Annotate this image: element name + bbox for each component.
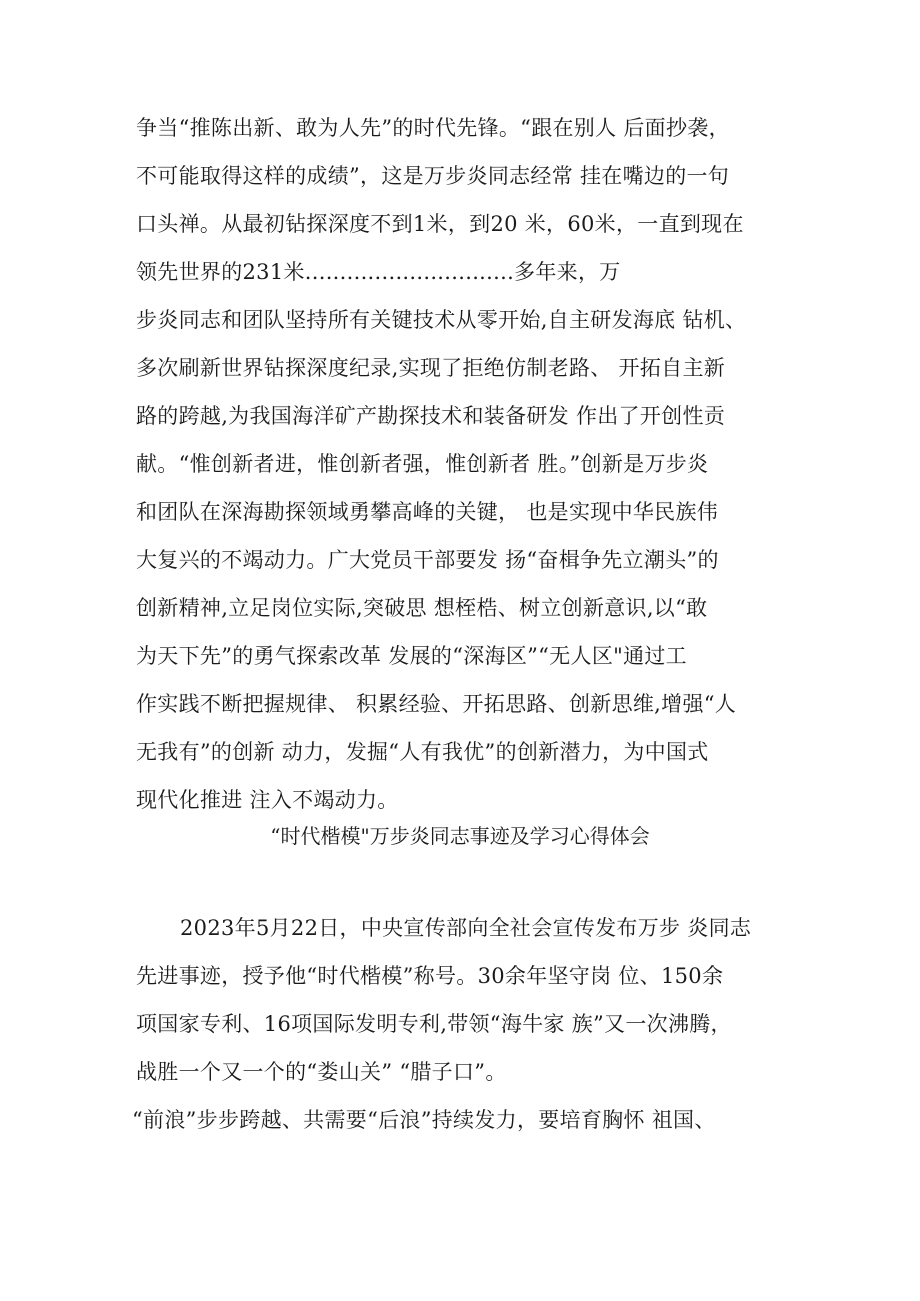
body-text-line: 领先世界的231米..............................多年来，万: [136, 260, 621, 284]
body-text-line: 2023年5月22日，中央宣传部向全社会宣传发布万步 炎同志: [180, 916, 752, 940]
body-text-line: 不可能取得这样的成绩”，这是万步炎同志经常 挂在嘴边的一句: [136, 164, 730, 188]
body-text-line: 无我有”的创新 动力，发掘“人有我优”的创新潜力，为中国式: [136, 740, 709, 764]
body-text-line: 大复兴的不竭动力。广大党员干部要发 扬“奋楫争先立潮头”的: [136, 548, 719, 572]
body-text-line: 先进事迹，授予他“时代楷模”称号。30余年坚守岗 位、150余: [136, 964, 724, 988]
body-text-line: 战胜一个又一个的“娄山关” “腊子口”。: [136, 1060, 507, 1084]
body-text-line: 作实践不断把握规律、 积累经验、开拓思路、创新思维,增强“人: [136, 692, 737, 716]
body-text-line: 口头禅。从最初钻探深度不到1米，到20 米，60米，一直到现在: [136, 212, 744, 236]
body-text-line: 路的跨越,为我国海洋矿产勘探技术和装备研发 作出了开创性贡: [136, 404, 726, 428]
body-text-line: 和团队在深海勘探领域勇攀高峰的关键， 也是实现中华民族伟: [136, 500, 719, 524]
body-text-line: 多次刷新世界钻探深度纪录,实现了拒绝仿制老路、 开拓自主新: [136, 356, 726, 380]
body-text-line: 为天下先”的勇气探索改革 发展的“深海区”“无人区"通过工: [136, 644, 687, 668]
body-text-line: 创新精神,立足岗位实际,突破思 想桎梏、树立创新意识,以“敢: [136, 596, 708, 620]
body-text-line: 步炎同志和团队坚持所有关键技术从零开始,自主研发海底 钻机、: [136, 308, 747, 332]
body-text-line: 争当“推陈出新、敢为人先”的时代先锋。“跟在别人 后面抄袭，: [136, 116, 730, 140]
body-text-line: 现代化推进 注入不竭动力。: [136, 788, 399, 812]
body-text-line: 项国家专利、16项国际发明专利,带领“海牛家 族”又一次沸腾，: [136, 1012, 732, 1036]
article-title: “时代楷模"万步炎同志事迹及学习心得体会: [270, 824, 650, 848]
body-text-line: 献。“惟创新者进，惟创新者强，惟创新者 胜。”创新是万步炎: [136, 452, 709, 476]
body-text-line: “前浪”步步跨越、共需要“后浪”持续发力，要培育胸怀 祖国、: [132, 1108, 716, 1132]
